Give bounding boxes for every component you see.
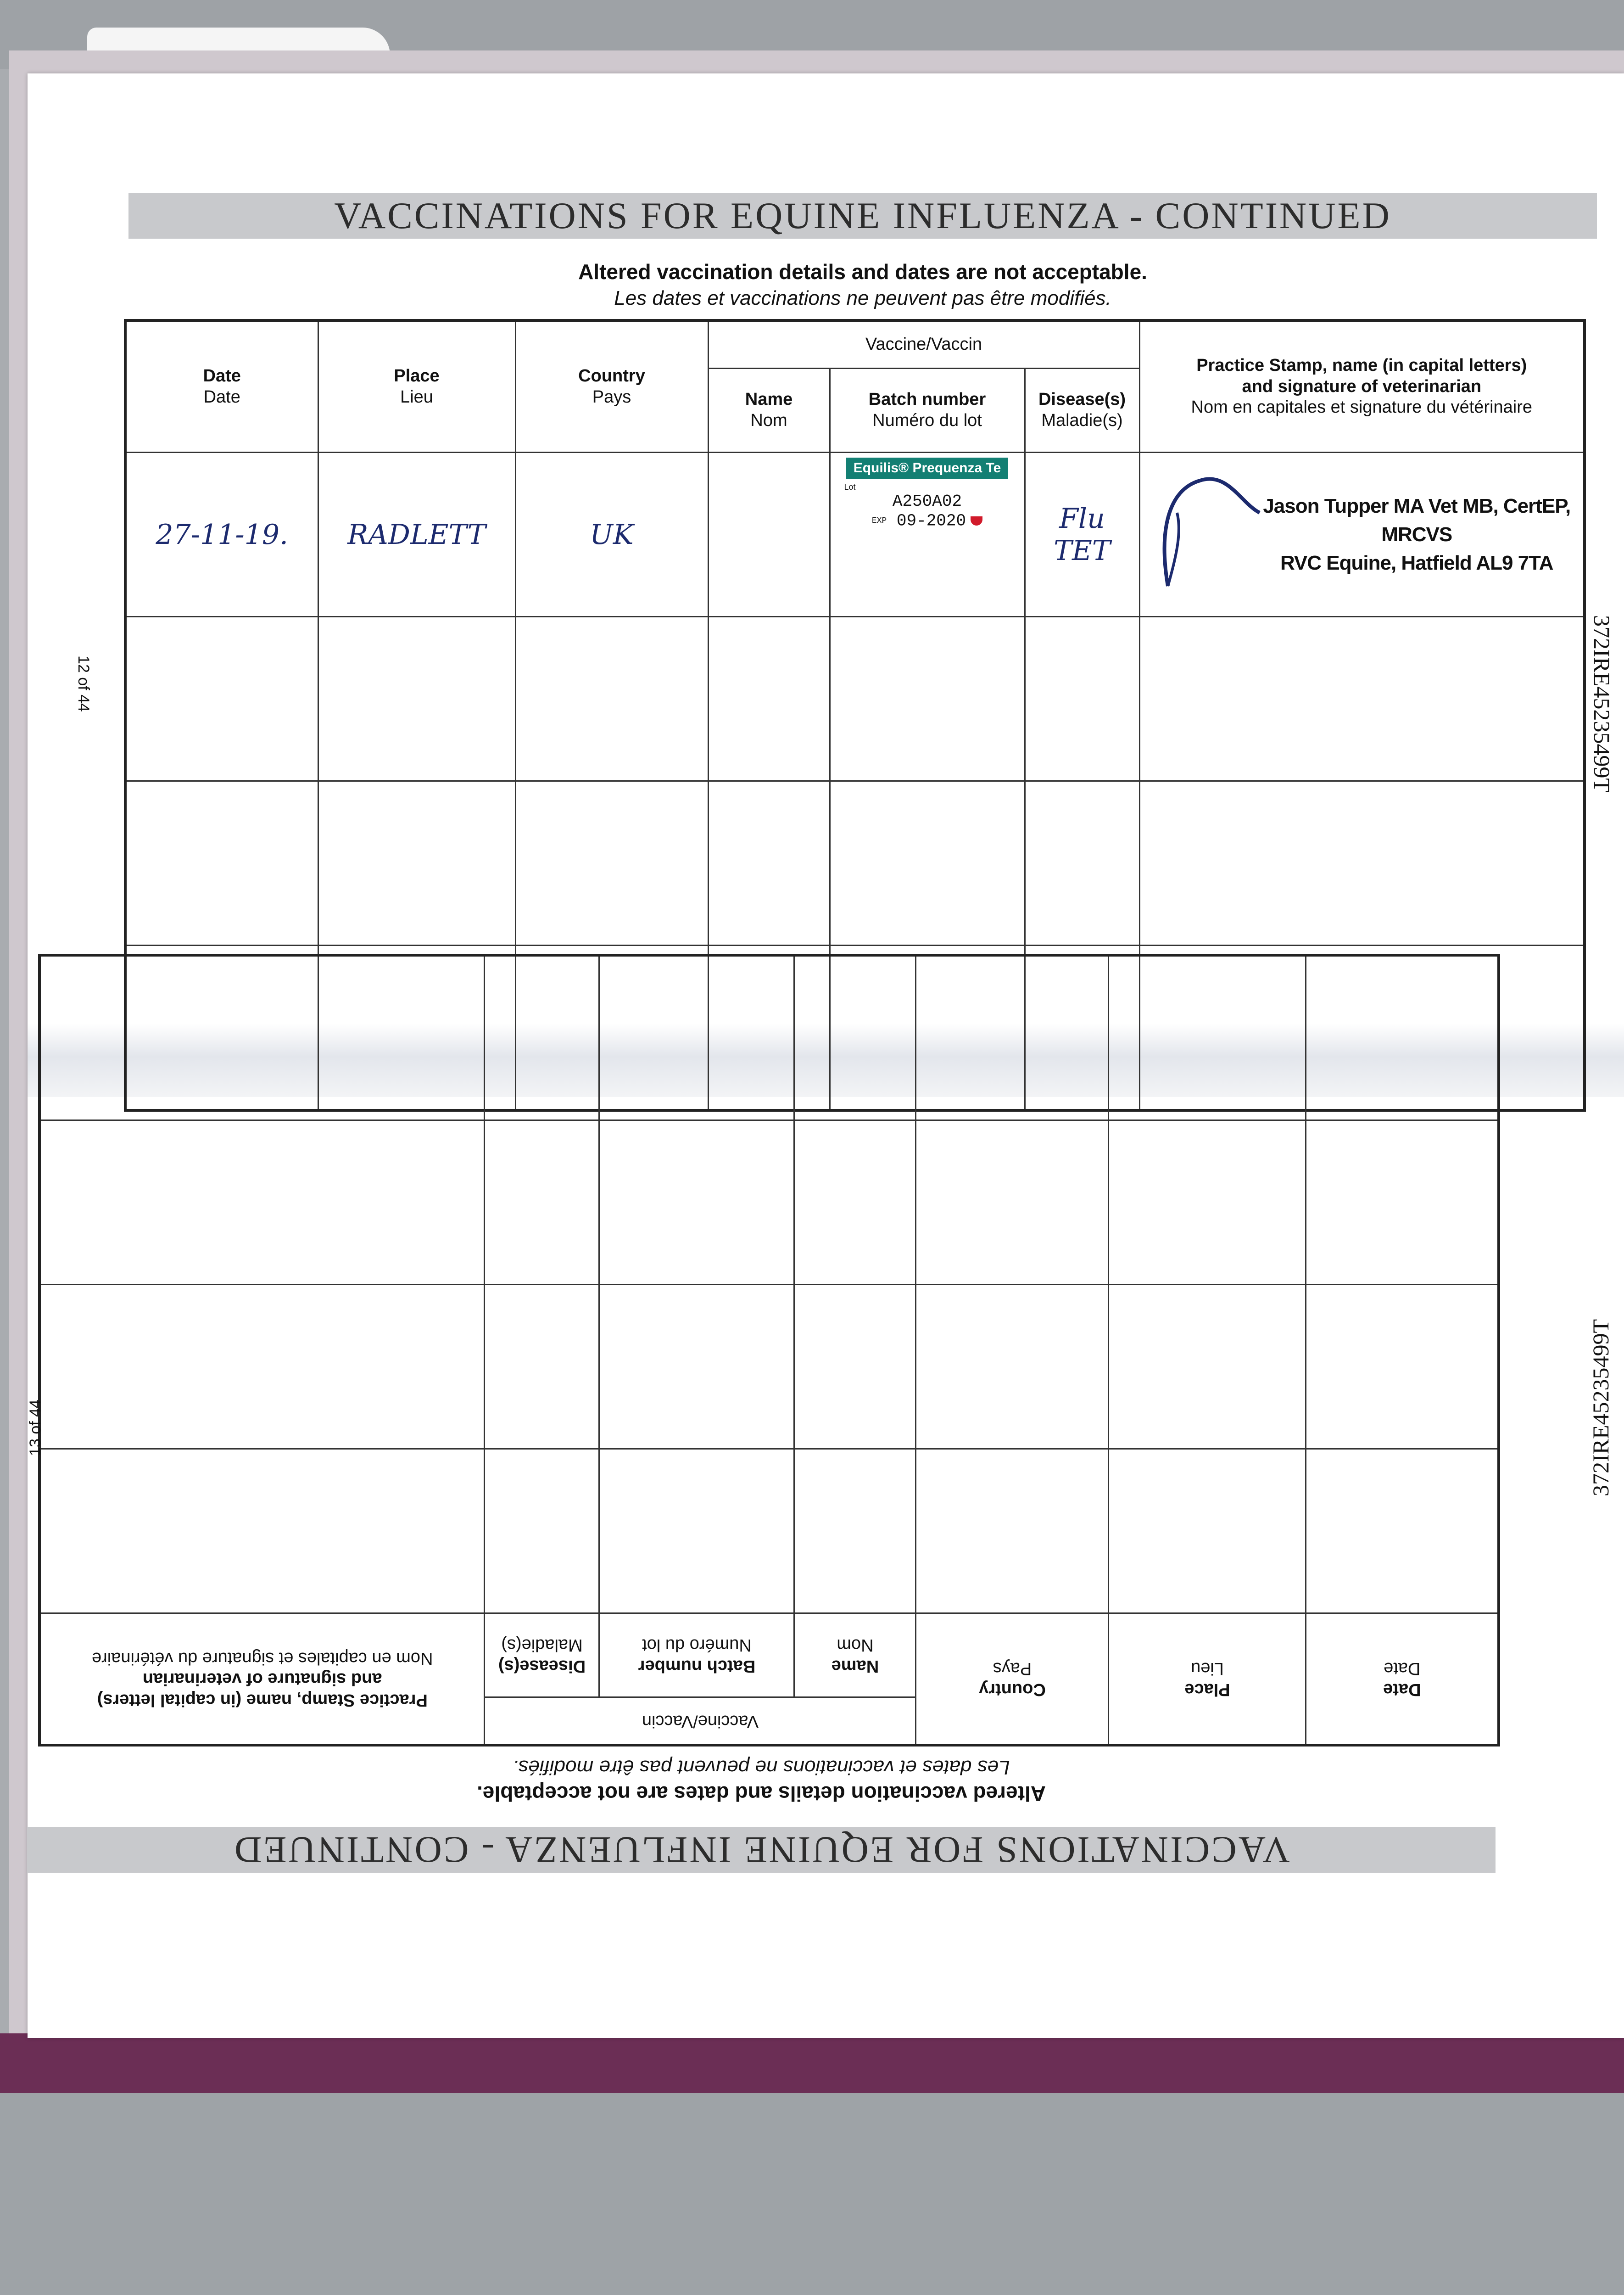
vet-stamp-address: RVC Equine, Hatfield AL9 7TA <box>1280 551 1553 574</box>
vet-stamp-name: Jason Tupper MA Vet MB, CertEP, MRCVS <box>1263 494 1571 546</box>
entry-place: RADLETT <box>318 453 515 617</box>
page-13 <box>0 1056 1624 1974</box>
header-date: Date Date <box>125 320 318 453</box>
note-english: Altered vaccination details and dates are not acceptable. <box>578 260 1147 284</box>
page-12 <box>0 0 1624 1056</box>
header-place: Place Lieu <box>318 320 515 453</box>
header-name: Name Nom <box>708 369 830 453</box>
table-row <box>125 453 1585 617</box>
header-batch: Batch number Numéro du lot <box>830 369 1025 453</box>
section-title-inverted: VACCINATIONS FOR EQUINE INFLUENZA - CONTINUED <box>233 1829 1290 1871</box>
page-number-bottom: 13 of 44 <box>27 1399 45 1456</box>
note-french-inverted: Les dates et vaccinations ne peuvent pas être modifiés. <box>513 1756 1010 1779</box>
red-mark <box>971 516 982 526</box>
table-row <box>125 617 1585 781</box>
header-place-inverted: Place Lieu <box>1109 1613 1306 1746</box>
veterinarian-signature <box>1150 462 1287 600</box>
header-disease-inverted: Disease(s) Maladie(s) <box>485 1613 599 1697</box>
entry-name <box>708 453 830 617</box>
passport-cover-edge <box>0 2033 1624 2093</box>
section-title: VACCINATIONS FOR EQUINE INFLUENZA - CONTINUED <box>334 195 1391 236</box>
batch-number: A250A02 <box>892 492 962 511</box>
table-row <box>39 955 1499 1120</box>
section-banner-inverted <box>27 1827 1496 1873</box>
header-practice-stamp: Practice Stamp, name (in capital letters) and signature of veterinarian Nom en capitales et signature du vétérinaire <box>1139 320 1585 453</box>
header-vaccine: Vaccine/Vaccin <box>708 320 1139 369</box>
note-french: Les dates et vaccinations ne peuvent pas être modifiés. <box>614 287 1111 309</box>
passport-code-top: 372IRE45235499T <box>1589 615 1615 793</box>
page-number-top: 12 of 44 <box>74 655 92 712</box>
table-row <box>125 781 1585 946</box>
exp-label: EXP <box>871 516 887 526</box>
note-english-inverted: Altered vaccination details and dates are not acceptable. <box>477 1782 1046 1806</box>
header-name-inverted: Name Nom <box>794 1613 916 1697</box>
scanner-background-bottom <box>0 2093 1624 2295</box>
entry-batch <box>830 453 1025 617</box>
header-disease: Disease(s) Maladie(s) <box>1025 369 1139 453</box>
table-row <box>39 1285 1499 1449</box>
header-practice-stamp-inverted: Practice Stamp, name (in capital letters) and signature of veterinarian Nom en capitales et signature du vétérinaire <box>39 1613 485 1746</box>
vaccination-table-inverted <box>38 954 1500 1746</box>
header-country-inverted: Country Pays <box>916 1613 1109 1746</box>
table-row <box>39 1449 1499 1613</box>
entry-practice-stamp <box>1139 453 1585 617</box>
table-row <box>39 1120 1499 1285</box>
header-date-inverted: Date Date <box>1306 1613 1499 1746</box>
entry-country: UK <box>515 453 708 617</box>
header-vaccine-inverted: Vaccine/Vaccin <box>485 1697 916 1746</box>
header-batch-inverted: Batch number Numéro du lot <box>599 1613 794 1697</box>
vaccine-sticker-label: Equilis® Prequenza Te <box>846 458 1009 479</box>
entry-disease: Flu TET <box>1025 453 1139 617</box>
section-banner <box>128 193 1597 239</box>
lot-label: Lot <box>844 482 856 492</box>
entry-date: 27-11-19. <box>125 453 318 617</box>
passport-code-bottom: 372IRE45235499T <box>1588 1319 1613 1496</box>
header-country: Country Pays <box>515 320 708 453</box>
batch-expiry: EXP 09-2020 <box>831 511 1024 531</box>
